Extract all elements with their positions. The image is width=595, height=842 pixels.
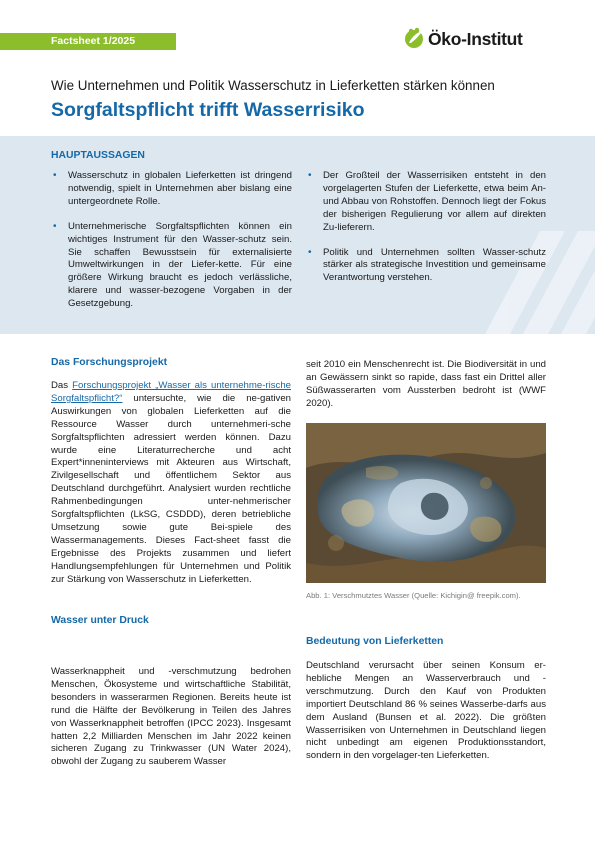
research-intro: Das	[51, 380, 69, 391]
logo-text: Öko-Institut	[428, 29, 523, 49]
supply-chains-paragraph: Deutschland verursacht über seinen Konsum er-hebliche Mengen an Wasserverbrauch und -verschmutzung. Durch den Kauf von Produkten importiert Deutschland 86 % seines Wasserbe-darfs aus dem Ausland (Bunsen et al. 2022). Die größten Wasserrisiken von Unternehmen in Deutschland liegen nicht unbedingt am eigenen Produktionsstandort, sondern in den vorgelager-ten Lieferketten.	[306, 660, 546, 762]
research-heading: Das Forschungsprojekt	[51, 357, 168, 368]
research-paragraph	[51, 380, 291, 587]
polluted-water-image	[306, 423, 546, 583]
factsheet-badge	[0, 33, 176, 50]
water-heading: Wasser unter Druck	[51, 615, 149, 626]
oeko-institut-logo	[403, 26, 548, 52]
page-title: Sorgfaltspflicht trifft Wasserrisiko	[51, 99, 365, 121]
research-project-link[interactable]: Forschungsprojekt „Wasser als unternehme-rische Sorgfaltspflicht?“	[51, 380, 291, 404]
key-message-item: • Unternehmerische Sorgfaltspflichten können ein wichtiges Instrument für den Wasser-schutz sein. Sie schaffen Bewusstsein für externalisierte Umweltwirkungen in der Liefer-kette. Für eine größere Wirkung braucht es jedoch verlässliche, klarere und wasser-bezogene Vorgaben in der Gesetzgebung.	[51, 221, 292, 311]
research-body: untersuchte, wie die ne-gativen Auswirkungen von globalen Lieferketten auf die Ressource Wasser durch unternehmeri-sche Sorgfaltspflichten adressiert werden können. Dazu wurde eine Literaturrecherche und acht Expert*inneninterviews mit Akteuren aus Wirtschaft, Zivilgesellschaft und öffentlichem Sektor aus Deutschland durchgeführt. Analysiert wurden rechtliche Rahmenbedingungen unter-nehmerischer Sorgfaltspflichten (LkSG, CSDDD), deren betriebliche Umsetzung sowie gute Bei-spiele des Wassermanagements. Dieses Fact-sheet fasst die Ergebnisse des Projekts zusammen und liefert Handlungsempfehlungen für Unternehmen und Politik zur Stärkung von Wasserschutz in Lieferketten.	[51, 392, 291, 585]
supply-chains-heading: Bedeutung von Lieferketten	[306, 636, 444, 647]
key-messages-heading: HAUPTAUSSAGEN	[51, 150, 145, 161]
water-paragraph: Wasserknappheit und -verschmutzung bedrohen Menschen, Ökosysteme und wirtschaftliche Stabilität, besonders in wasserarmen Regionen. Bereits heute ist rund die Hälfte der Bevölkerung in Teilen des Jahres von Wasserknappheit betroffen (IPCC 2023). Insgesamt hatten 2,2 Milliarden Menschen im Jahr 2022 keinen sicheren Zugang zu Trinkwasser (UN Water 2024), obwohl der Zugang zu sauberem Wasser	[51, 666, 291, 768]
figure-caption: Abb. 1: Verschmutztes Wasser (Quelle: Kichigin@ freepik.com).	[306, 591, 521, 600]
polluted-water-photo	[306, 423, 546, 583]
key-messages-left	[51, 170, 292, 323]
key-message-item: • Der Großteil der Wasserrisiken entsteht in den vorgelagerten Stufen der Lieferkette, etwa beim An- und Abbau von Rohstoffen. Dennoch liegt der Fokus der bisherigen Regulierung vor allem auf direkten Zu-lieferern.	[306, 170, 546, 235]
key-messages-right	[306, 170, 546, 297]
leaf-icon	[403, 26, 427, 50]
key-message-item: • Wasserschutz in globalen Lieferketten ist dringend notwendig, spielt in Unternehmen aber bislang eine untergeordnete Rolle.	[51, 170, 292, 209]
factsheet-badge-label: Factsheet 1/2025	[51, 35, 136, 47]
key-message-item: • Politik und Unternehmen sollten Wasser-schutz stärker als strategische Investition und gemeinsame Verantwortung verstehen.	[306, 247, 546, 286]
page-subtitle: Wie Unternehmen und Politik Wasserschutz in Lieferketten stärken können	[51, 78, 495, 93]
water-paragraph-continued: seit 2010 ein Menschenrecht ist. Die Biodiversität in und an Gewässern sinkt so rapide, dass fast ein Drittel aller Süßwasserarten vom Aussterben bedroht ist (WWF 2020).	[306, 359, 546, 409]
